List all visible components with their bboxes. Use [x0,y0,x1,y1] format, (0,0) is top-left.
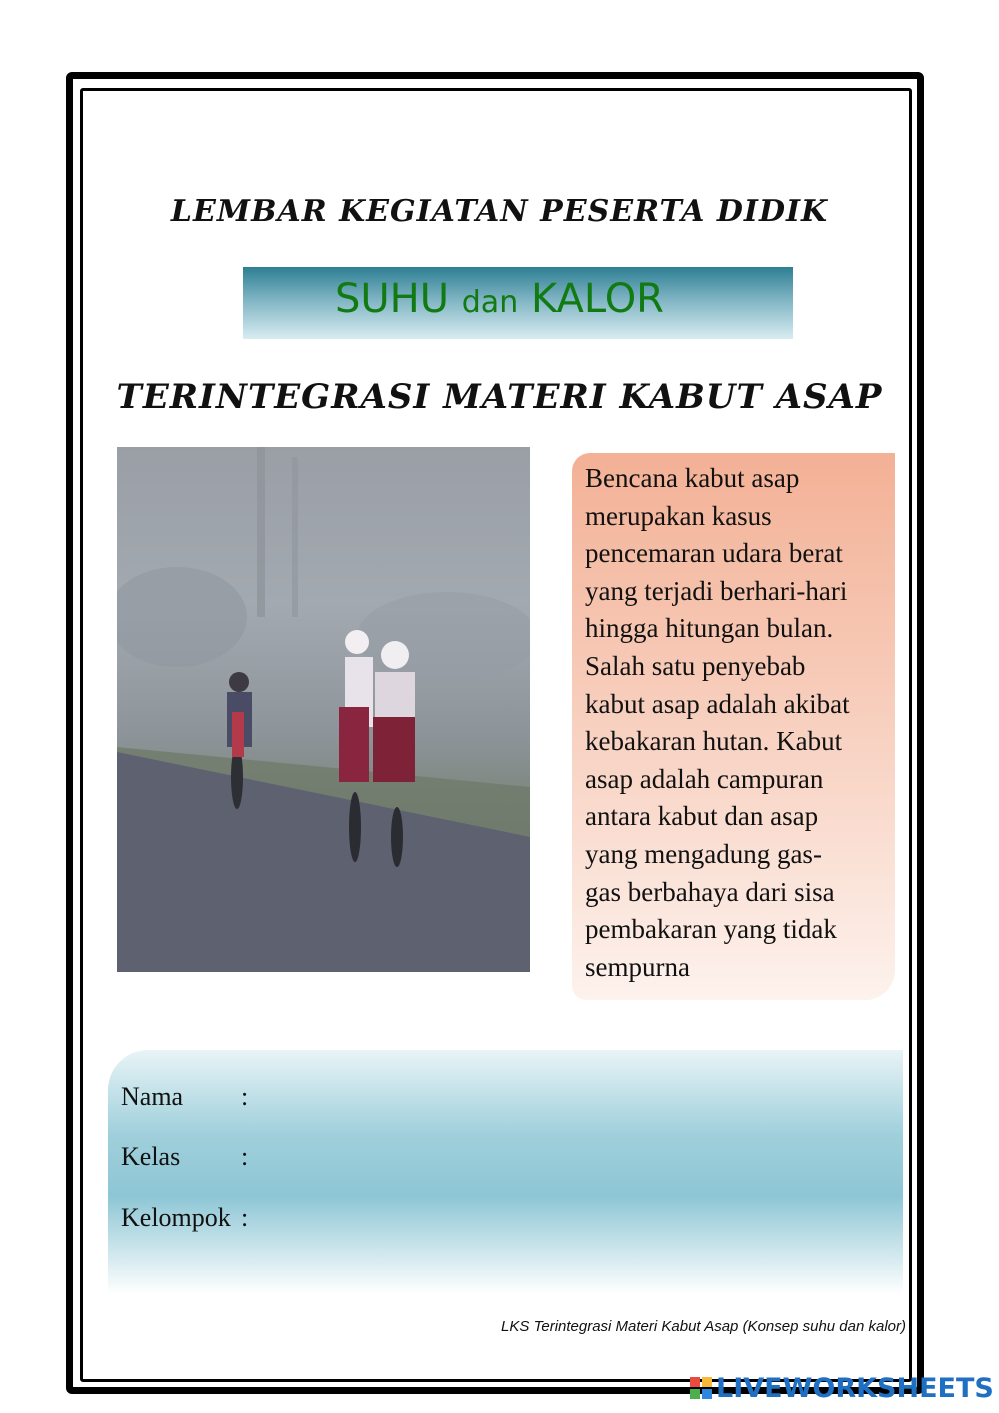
class-row [121,1142,249,1172]
haze-photo [117,447,530,972]
info-line: asap adalah campuran [585,763,824,794]
info-line: kebakaran hutan. Kabut [585,726,843,757]
footer-caption: LKS Terintegrasi Materi Kabut Asap (Konsep suhu dan kalor) [501,1318,906,1335]
info-line: hingga hitungan bulan. [585,613,834,644]
info-line: sempurna [585,951,690,982]
info-line: yang mengadung gas- [585,838,822,869]
liveworksheets-logo-icon [690,1377,712,1399]
info-line: antara kabut dan asap [585,801,819,832]
class-label: Kelas [121,1142,181,1171]
info-text [585,460,890,986]
worksheet-title: LEMBAR KEGIATAN PESERTA DIDIK [170,194,829,229]
group-colon: : [241,1203,249,1232]
student-identity-box [108,1050,903,1294]
name-row [121,1082,249,1112]
class-colon: : [241,1142,249,1171]
info-line: kabut asap adalah akibat [585,688,850,719]
worksheet-subtitle: TERINTEGRASI MATERI KABUT ASAP [116,377,883,417]
info-line: gas berbahaya dari sisa [585,876,835,907]
liveworksheets-text: LIVEWORKSHEETS [716,1372,994,1404]
liveworksheets-watermark [690,1372,994,1404]
topic-word-suhu: SUHU [335,276,450,322]
info-line: merupakan kasus [585,500,772,531]
topic-word-kalor: KALOR [530,276,664,322]
name-colon: : [241,1082,249,1111]
group-label: Kelompok [121,1203,231,1232]
info-line: pencemaran udara berat [585,538,843,569]
topic-title [0,276,999,322]
info-line: Bencana kabut asap [585,463,800,493]
name-label: Nama [121,1082,184,1111]
info-line: yang terjadi berhari-hari [585,575,848,606]
info-line: pembakaran yang tidak [585,914,837,945]
info-line: Salah satu penyebab [585,650,806,681]
group-row [121,1203,249,1233]
topic-word-dan: dan [461,285,519,320]
